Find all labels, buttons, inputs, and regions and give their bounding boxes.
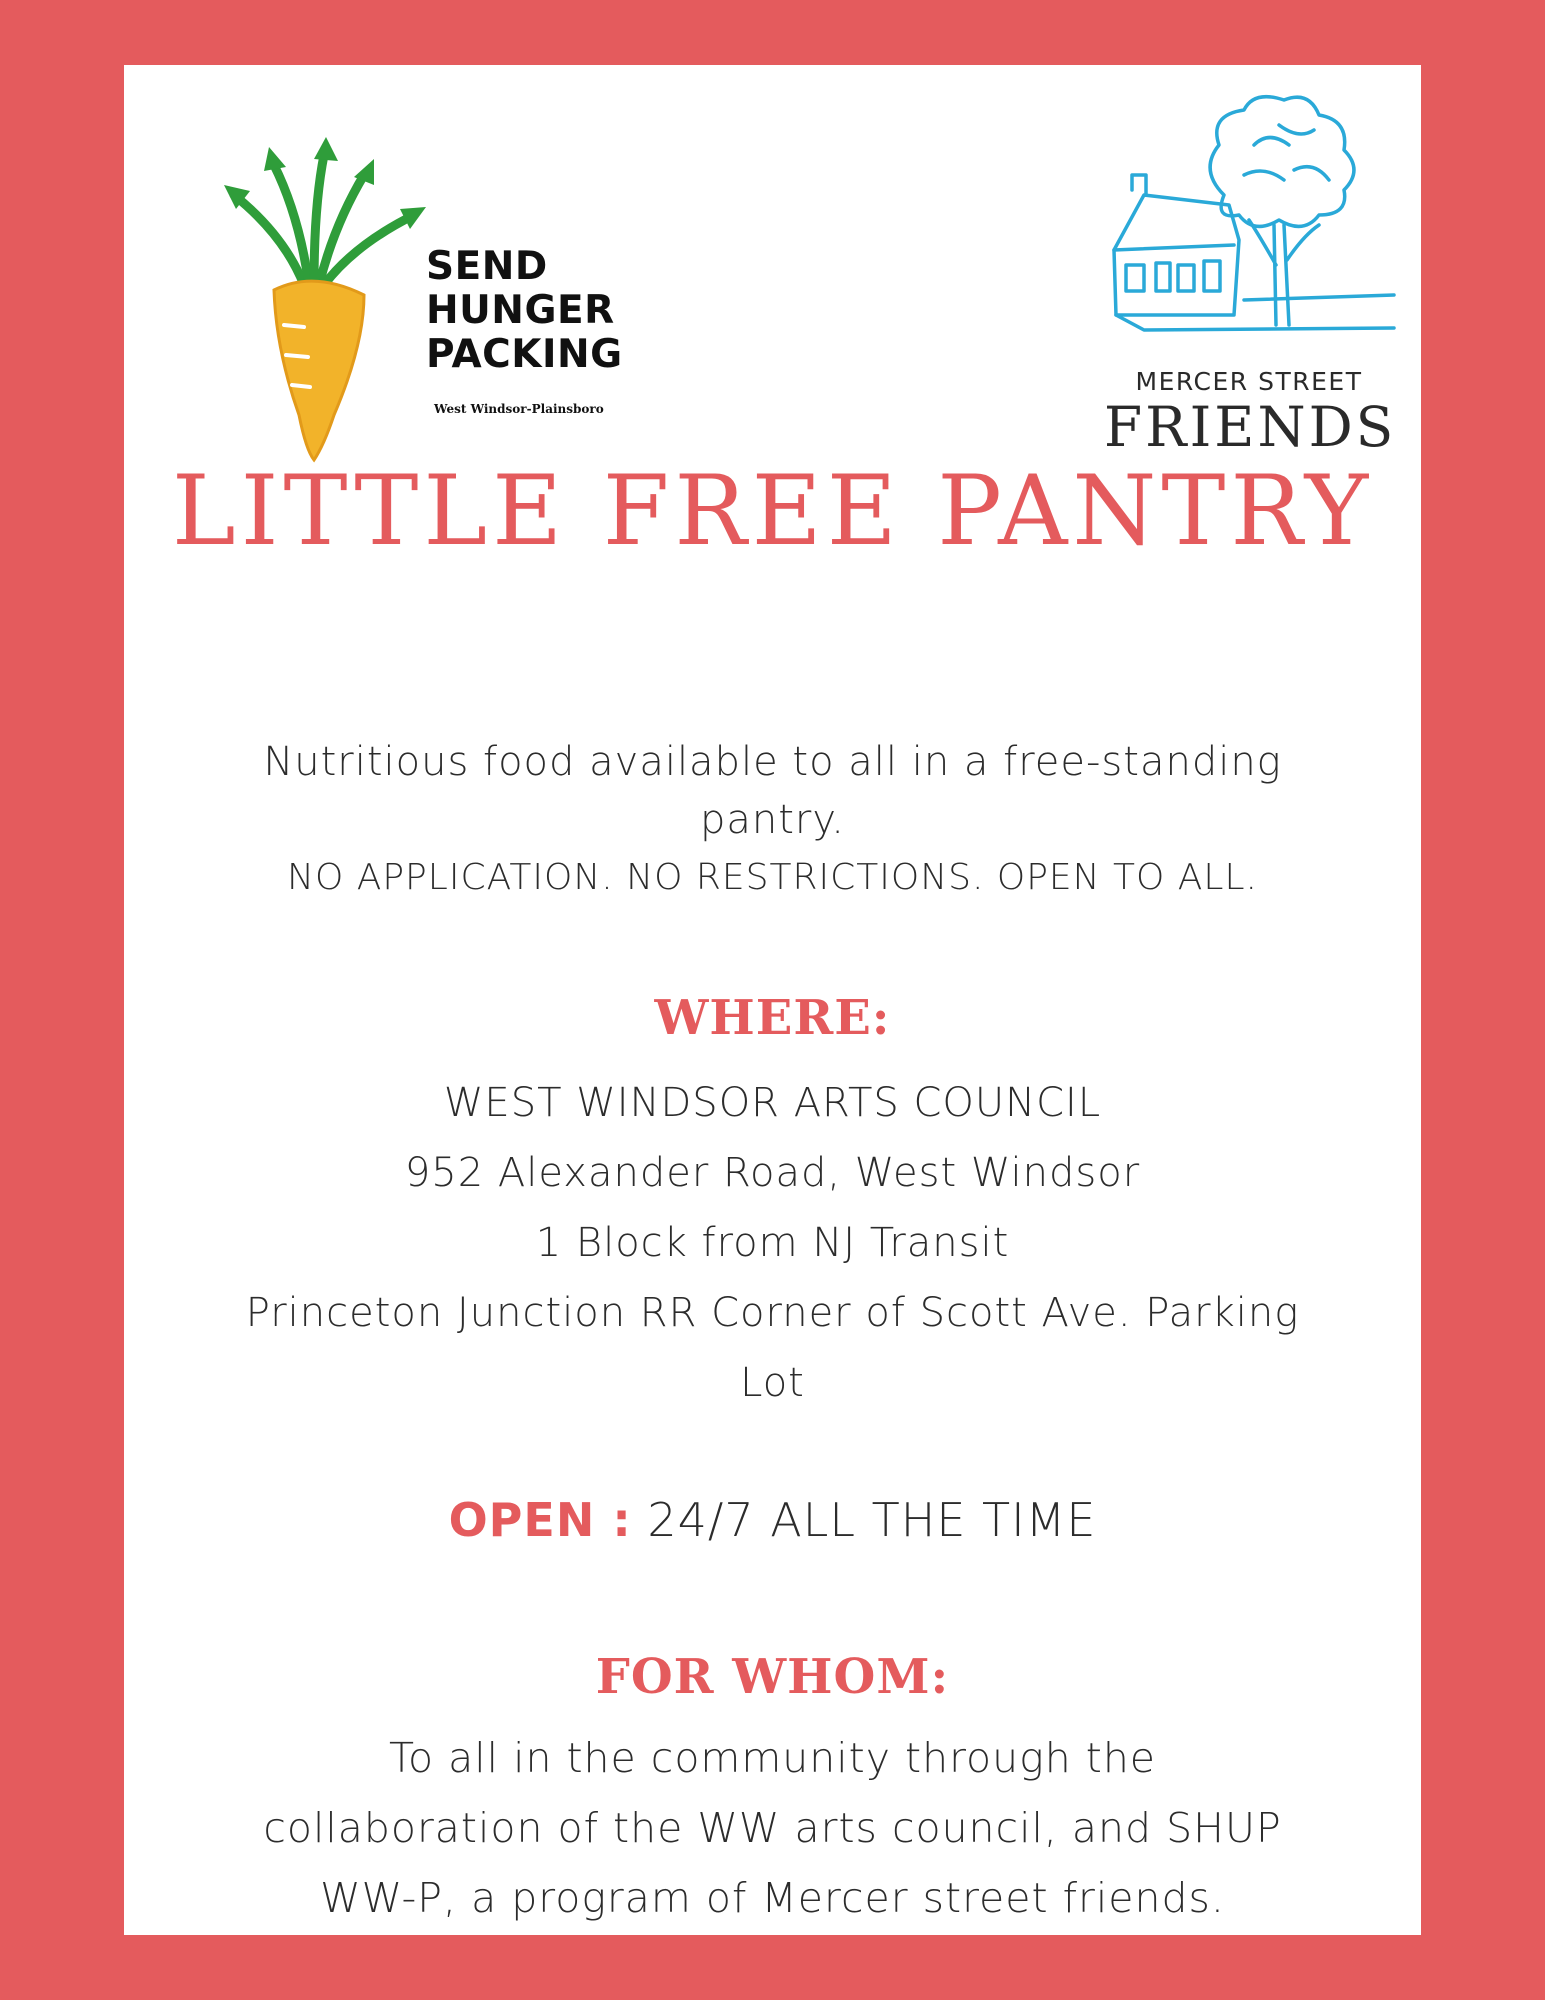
shp-subtitle: West Windsor-Plainsboro [434, 402, 604, 416]
house-tree-sketch-icon [1104, 85, 1404, 365]
msf-line-2: FRIENDS [1104, 395, 1397, 459]
intro-line-2: pantry. [699, 797, 846, 843]
shp-line-3: PACKING [426, 332, 623, 377]
where-line: WEST WINDSOR ARTS COUNCIL [443, 1080, 1102, 1126]
send-hunger-packing-wordmark [426, 245, 623, 377]
where-line: 1 Block from NJ Transit [535, 1220, 1010, 1266]
where-details [164, 1068, 1381, 1418]
intro-line-1: Nutritious food available to all in a free-standing [263, 739, 1282, 785]
for-whom-line: WW-P, a program of Mercer street friends. [320, 1874, 1225, 1922]
for-whom-line: To all in the community through the [388, 1734, 1157, 1782]
where-line: Princeton Junction RR Corner of Scott Ave. Parking [245, 1290, 1300, 1336]
msf-line-1: MERCER STREET [1135, 367, 1363, 396]
open-heading: OPEN : [448, 1493, 632, 1547]
intro-text [164, 733, 1381, 907]
where-line: Lot [740, 1360, 805, 1406]
shp-line-2: HUNGER [426, 288, 615, 333]
page-title: LITTLE FREE PANTRY [171, 455, 1374, 567]
carrot-icon [214, 85, 434, 485]
send-hunger-packing-logo [214, 85, 623, 485]
open-value: 24/7 ALL THE TIME [647, 1493, 1097, 1547]
where-heading: WHERE: [654, 990, 891, 1046]
for-whom-details [164, 1723, 1381, 1933]
where-line: 952 Alexander Road, West Windsor [404, 1150, 1141, 1196]
open-row [164, 1493, 1381, 1547]
intro-line-3: NO APPLICATION. NO RESTRICTIONS. OPEN TO ALL. [287, 857, 1258, 898]
flyer-card [124, 65, 1421, 1935]
mercer-street-friends-logo [1104, 85, 1404, 465]
shp-line-1: SEND [426, 244, 548, 289]
for-whom-line: collaboration of the WW arts council, and SHUP [263, 1804, 1282, 1852]
for-whom-heading: FOR WHOM: [595, 1649, 950, 1705]
